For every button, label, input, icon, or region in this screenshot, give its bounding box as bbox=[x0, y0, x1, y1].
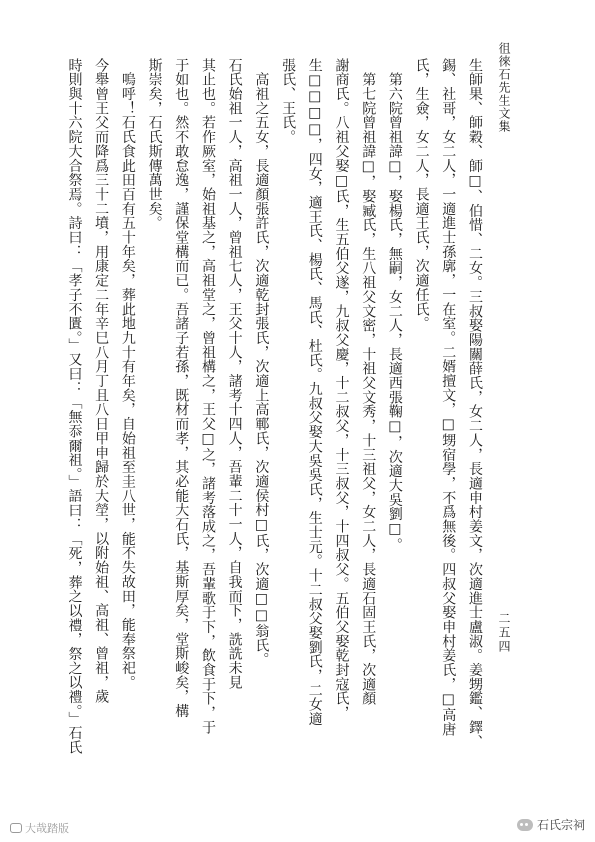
watermark-text: 大哉踏版 bbox=[25, 822, 69, 835]
text-column: 今舉曾王父而降爲三十二墳，用康定二年辛巳八月丁且八日甲申歸於大塋，以附始祖、高祖、曾祖，歲 bbox=[93, 58, 110, 704]
wechat-icon bbox=[517, 819, 533, 831]
page-number: 二五四 bbox=[497, 612, 511, 654]
book-title: 徂徠石先生文集 bbox=[497, 42, 511, 133]
watermark-icon bbox=[10, 823, 22, 833]
text-column: 斯崇矣，石氏斯傳萬世矣。 bbox=[146, 58, 163, 231]
account-brand bbox=[517, 816, 585, 833]
text-column: 氏，生僉，女二人，長適王氏，次適任氏。 bbox=[413, 58, 430, 331]
text-column: 第七院曾祖諱□，娶臧氏，生八祖父文密，十祖父文秀，十三祖父，女二人，長適石固王氏，次適顏 bbox=[360, 58, 377, 706]
text-column: 其止也。若作厥室，始祖基之，高祖堂之，曾祖構之，王父□之，諸考落成之，吾輩歌于下，飲食于下，于 bbox=[199, 58, 216, 735]
footer bbox=[0, 808, 595, 842]
text-column: 嗚呼！石氏食此田百有五十年矣，葬此地九十有年矣，自始祖至圭八世，能不失故田，能奉祭祀。 bbox=[119, 58, 136, 690]
text-column: 謝商氏。八祖父娶□氏，生五伯父遂，九叔父慶，十二叔父，十三叔父，十四叔父。五伯父娶乾封寇氏， bbox=[333, 58, 350, 721]
text-column: 高祖之五女，長適顏張許氏，次適乾封張氏，次適上高鄆氏，次適侯村□氏，次適□□翁氏。 bbox=[253, 58, 270, 667]
account-name: 石氏宗祠 bbox=[536, 818, 585, 832]
text-column: 生師果、師穀、師□、伯惜、二女。三叔娶陽關薛氏，女二人，長適申村姜文，次適進士盧淑。姜甥鑑、鐸、 bbox=[467, 58, 483, 749]
text-column: 生□□□□，四女，適王氏、楊氏、馬氏、杜氏。九叔父娶大吳吳氏，生士元。十二叔父娶劉氏，二女適 bbox=[306, 58, 323, 727]
text-column: 錫、社哥，女二人，一適進士孫廓，一在室。二婿擅文，□甥宿學，不爲無後。四叔父娶申村姜氏，□高唐 bbox=[440, 58, 457, 737]
text-column: 張氏、王氏。 bbox=[280, 58, 297, 145]
text-column: 于如也。然不敢怠逸，謹保堂構而已。吾諸子若孫，既材而孝，其必能大石氏，基斯厚矣，堂斯峻矣，構 bbox=[173, 58, 190, 719]
watermark bbox=[10, 820, 69, 836]
text-column: 時則與十六院大合祭焉。詩曰：「孝子不匱。」又曰：「無忝爾祖。」語曰：「死，葬之以禮，祭之以禮。」石氏 bbox=[66, 58, 83, 755]
text-body bbox=[60, 58, 488, 778]
text-column: 第六院曾祖諱□，娶楊氏，無嗣，女二人，長適西張鞠□，次適大吳劉□。 bbox=[386, 58, 403, 552]
text-column: 石氏始祖一人，高祖一人，曾祖七人，王父十人，諸考十四人，吾輩二十一人，自我而下，詵詵未見 bbox=[226, 58, 243, 690]
